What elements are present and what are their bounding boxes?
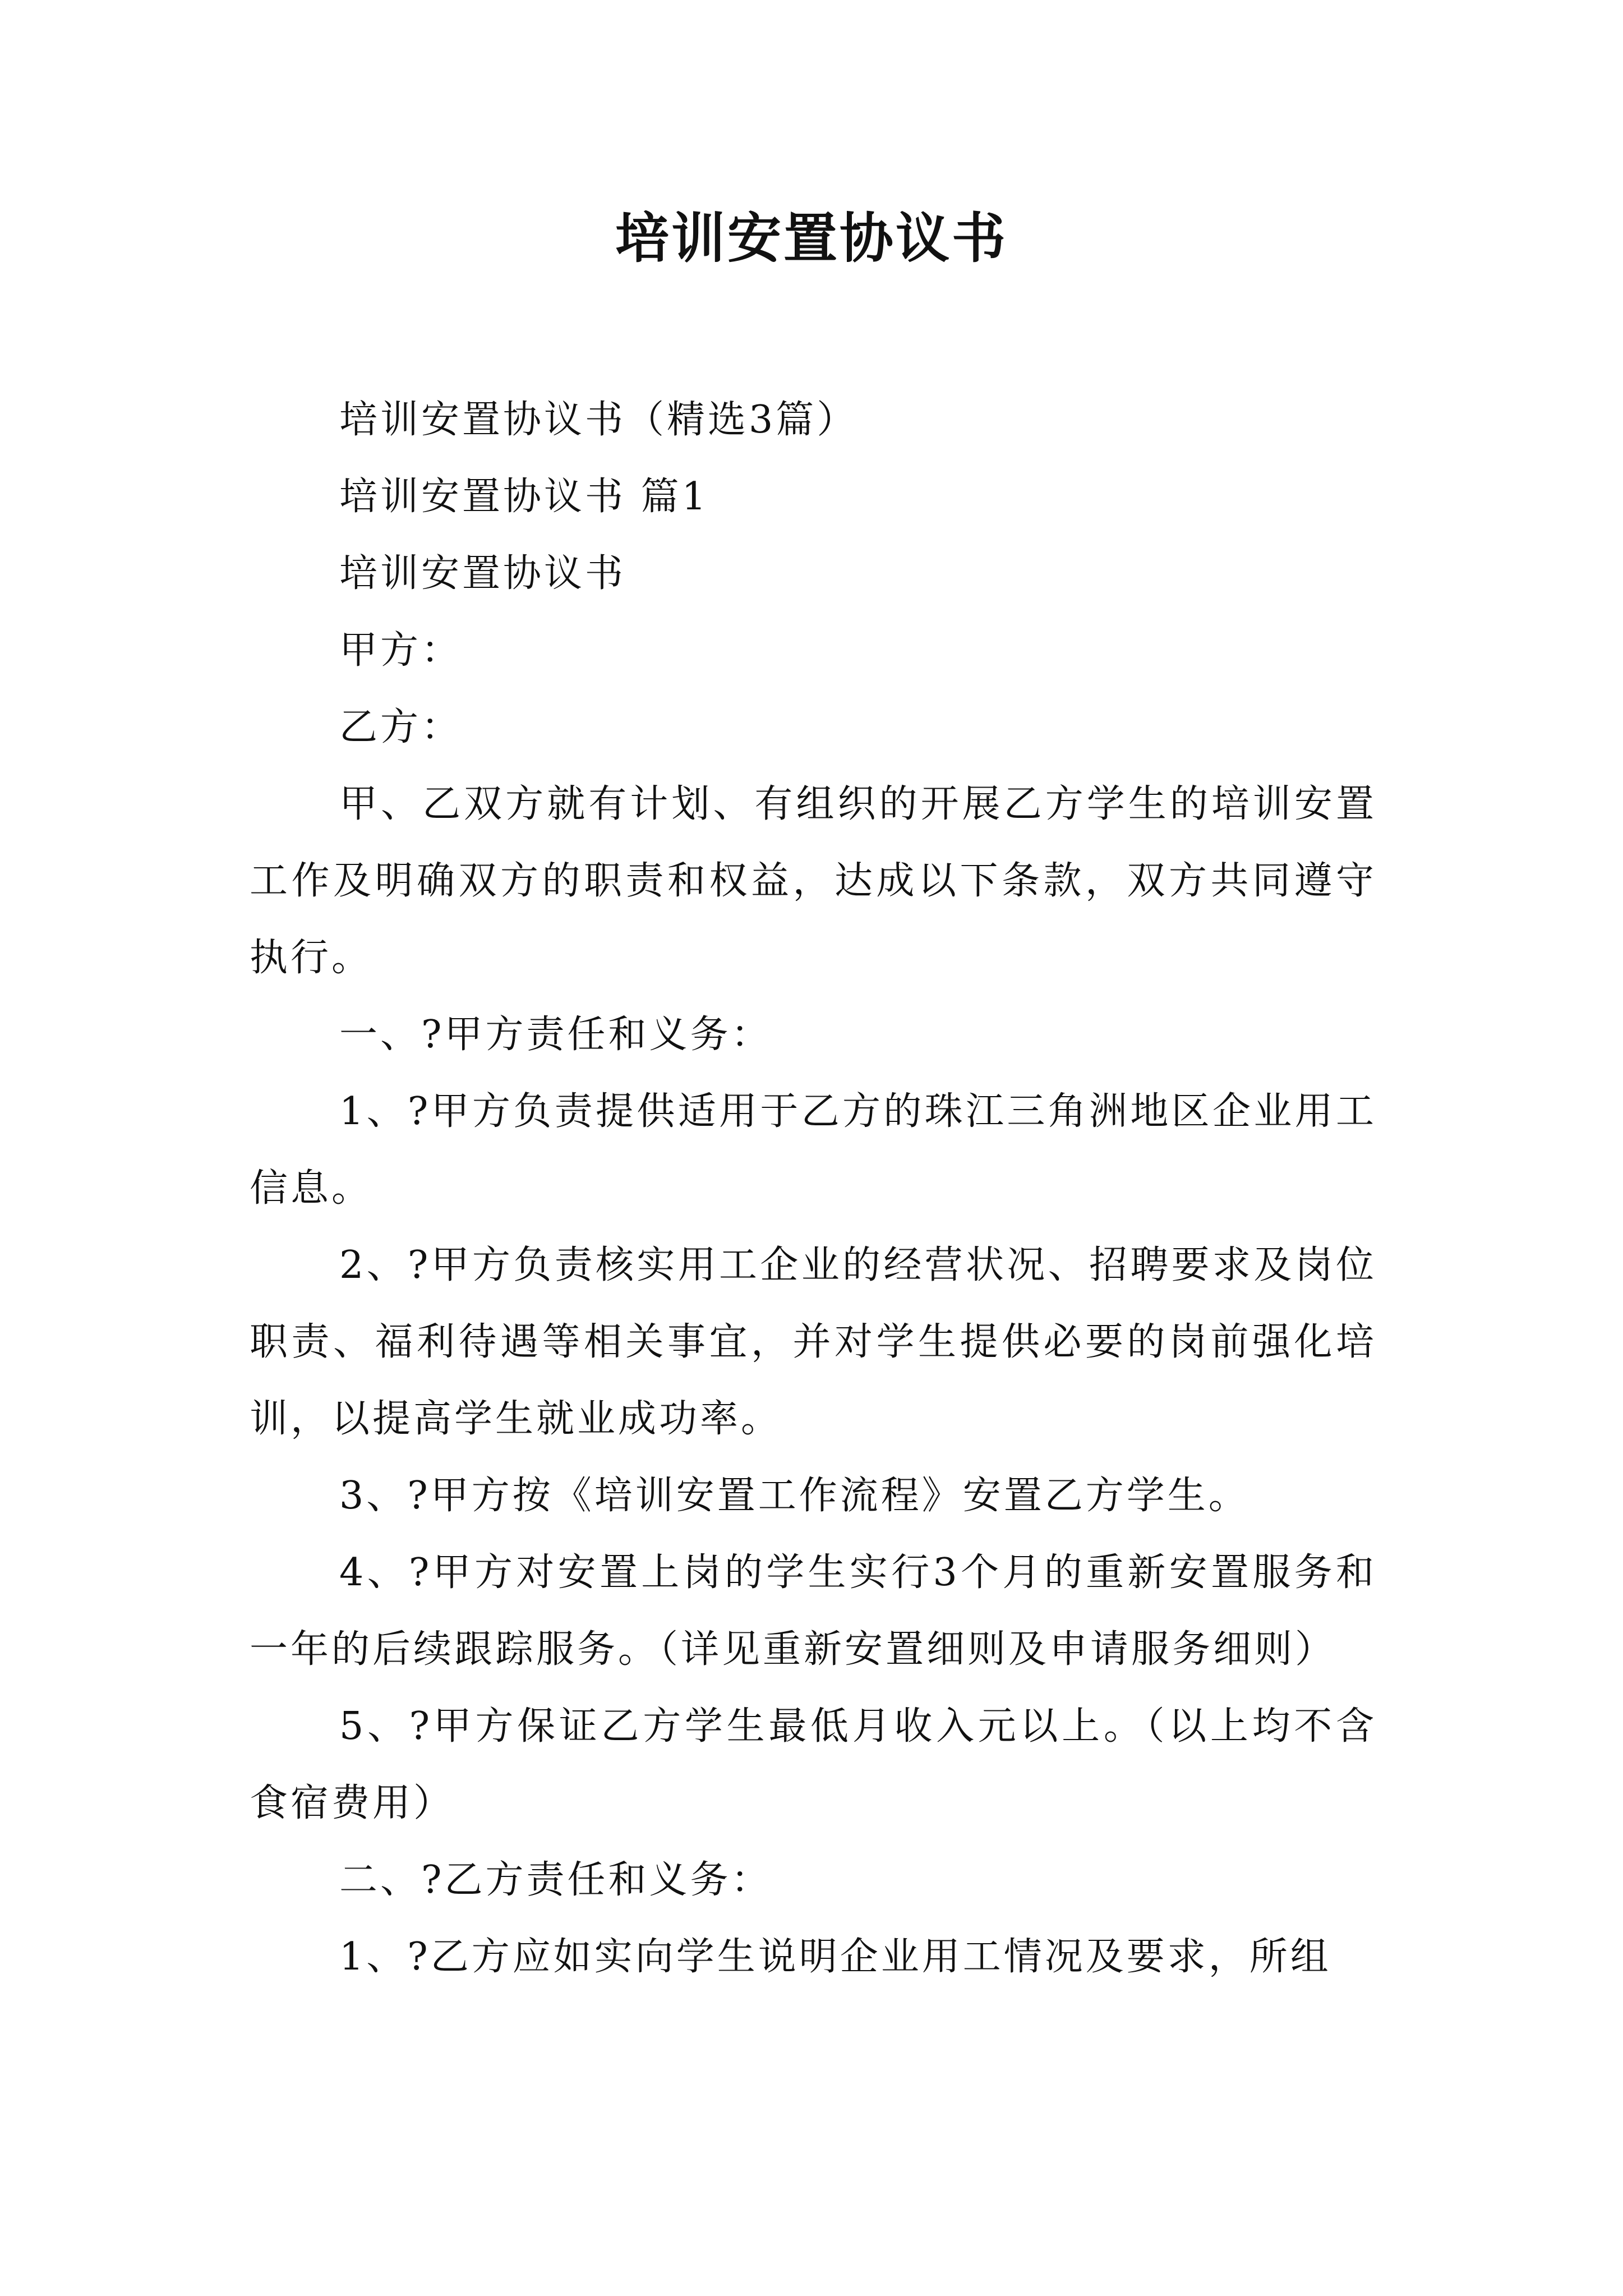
paragraph: 3、?甲方按《培训安置工作流程》安置乙方学生。 <box>339 1474 1249 1518</box>
paragraph: 1、?乙方应如实向学生说明企业用工情况及要求，所组 <box>339 1935 1331 1979</box>
document-title: 培训安置协议书 <box>615 206 1008 270</box>
paragraph: 2、?甲方负责核实用工企业的经营状况、招聘要求及岗位职责、福利待遇等相关事宜，并对学生提供必要的岗前强化培训，以提高学生就业成功率。 <box>250 1243 1377 1441</box>
paragraph: 甲方： <box>339 628 463 673</box>
paragraph: 5、?甲方保证乙方学生最低月收入元以上。（以上均不含食宿费用） <box>250 1704 1377 1825</box>
paragraph: 1、?甲方负责提供适用于乙方的珠江三角洲地区企业用工信息。 <box>250 1089 1377 1211</box>
paragraph: 一、?甲方责任和义务： <box>339 1013 772 1057</box>
paragraph: 4、?甲方对安置上岗的学生实行3个月的重新安置服务和一年的后续跟踪服务。（详见重新安置细则及申请服务细则） <box>250 1550 1377 1672</box>
paragraph: 乙方： <box>339 705 463 749</box>
paragraph: 二、?乙方责任和义务： <box>339 1858 772 1902</box>
paragraph: 培训安置协议书 <box>339 551 626 596</box>
paragraph: 培训安置协议书（精选3篇） <box>339 398 858 442</box>
paragraph: 培训安置协议书 篇1 <box>339 475 709 519</box>
paragraph: 甲、乙双方就有计划、有组织的开展乙方学生的培训安置工作及明确双方的职责和权益，达成以下条款，双方共同遵守执行。 <box>250 782 1377 980</box>
document-body <box>250 381 1377 1995</box>
